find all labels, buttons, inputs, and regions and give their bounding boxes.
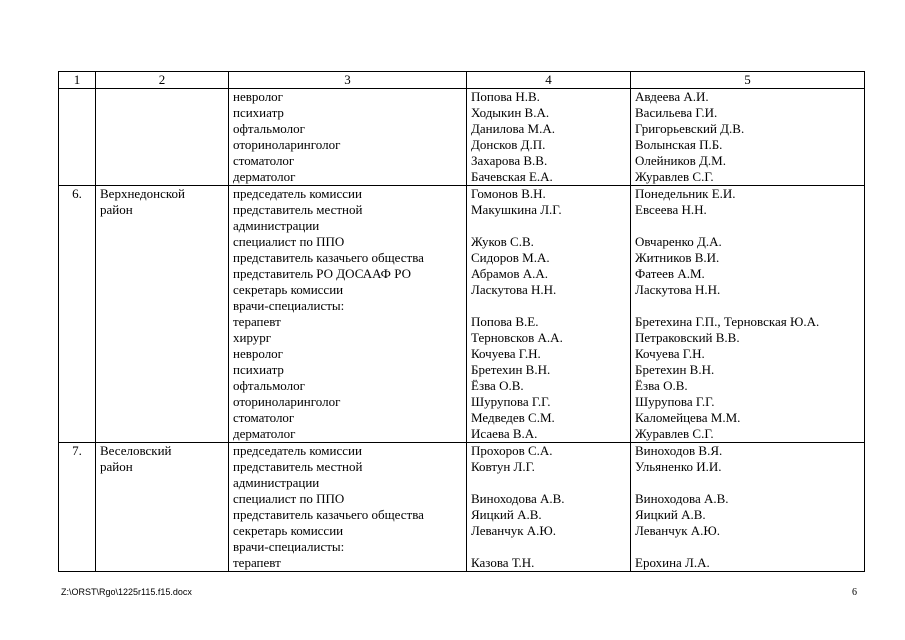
role-line: администрации	[233, 218, 320, 233]
main-member-line: Яицкий А.В.	[471, 507, 542, 522]
reserve-member-line: Петраковский В.В.	[635, 330, 740, 345]
role-cell	[229, 186, 467, 443]
main-member-line: Бретехин В.Н.	[471, 362, 551, 377]
reserve-member-line: Кочуева Г.Н.	[635, 346, 705, 361]
reserve-member-line	[635, 298, 864, 314]
role-line: офтальмолог	[233, 121, 305, 136]
reserve-member-line: Леванчук А.Ю.	[635, 523, 721, 538]
role-line: хирург	[233, 330, 272, 345]
main-member-line: Прохоров С.А.	[471, 443, 553, 458]
role-line: психиатр	[233, 362, 284, 377]
role-line: дерматолог	[233, 169, 296, 184]
role-line: секретарь комиссии	[233, 523, 344, 538]
district-cell	[96, 186, 229, 443]
table-row	[59, 89, 865, 186]
main-member-cell	[467, 186, 631, 443]
reserve-member-line: Ласкутова Н.Н.	[635, 282, 721, 297]
reserve-member-line: Евсеева Н.Н.	[635, 202, 707, 217]
main-member-line: Макушкина Л.Г.	[471, 202, 562, 217]
role-line: председатель комиссии	[233, 186, 362, 201]
reserve-member-line: Григорьевский Д.В.	[635, 121, 745, 136]
role-line: администрации	[233, 475, 320, 490]
main-member-line: Сидоров М.А.	[471, 250, 550, 265]
role-line: представитель казачьего общества	[233, 507, 424, 522]
main-member-line: Ласкутова Н.Н.	[471, 282, 557, 297]
role-line: представитель казачьего общества	[233, 250, 424, 265]
reserve-member-line: Ульяненко И.И.	[635, 459, 722, 474]
role-line: стоматолог	[233, 153, 295, 168]
main-member-line: Захарова В.В.	[471, 153, 548, 168]
role-cell	[229, 443, 467, 572]
role-line: врачи-специалисты:	[233, 298, 345, 313]
main-member-line: Данилова М.А.	[471, 121, 555, 136]
main-member-cell	[467, 443, 631, 572]
district-line: район	[100, 202, 133, 217]
reserve-member-line: Ёзва О.В.	[635, 378, 688, 393]
main-member-cell	[467, 89, 631, 186]
district-line: Веселовский	[100, 443, 172, 458]
reserve-member-line: Житников В.И.	[635, 250, 720, 265]
district-line: Верхнедонской	[100, 186, 185, 201]
main-member-line	[471, 539, 630, 555]
footer-file-path: Z:\ORST\Rgo\1225r115.f15.docx	[61, 587, 192, 597]
main-member-line: Жуков С.В.	[471, 234, 534, 249]
reserve-member-line: Журавлев С.Г.	[635, 426, 714, 441]
reserve-member-line: Виноходова А.В.	[635, 491, 729, 506]
main-member-line: Ёзва О.В.	[471, 378, 524, 393]
row-number	[59, 89, 96, 186]
reserve-member-line: Фатеев А.М.	[635, 266, 705, 281]
reserve-member-line: Каломейцева М.М.	[635, 410, 741, 425]
main-member-line: Донсков Д.П.	[471, 137, 546, 152]
main-member-line: Виноходова А.В.	[471, 491, 565, 506]
role-line: специалист по ППО	[233, 234, 345, 249]
main-member-line: Гомонов В.Н.	[471, 186, 546, 201]
main-member-line: Исаева В.А.	[471, 426, 538, 441]
commission-table	[58, 71, 865, 572]
main-member-line	[471, 218, 630, 234]
reserve-member-cell	[631, 186, 865, 443]
header-cell-5: 5	[631, 72, 865, 89]
role-line: дерматолог	[233, 426, 296, 441]
reserve-member-cell	[631, 89, 865, 186]
main-member-line: Бачевская Е.А.	[471, 169, 553, 184]
reserve-member-line: Яицкий А.В.	[635, 507, 706, 522]
reserve-member-line	[635, 218, 864, 234]
header-cell-1: 1	[59, 72, 96, 89]
role-line: представитель РО ДОСААФ РО	[233, 266, 411, 281]
main-member-line: Абрамов А.А.	[471, 266, 549, 281]
reserve-member-cell	[631, 443, 865, 572]
reserve-member-line: Виноходов В.Я.	[635, 443, 723, 458]
table-header-row	[59, 72, 865, 89]
main-member-line: Леванчук А.Ю.	[471, 523, 557, 538]
role-line: психиатр	[233, 105, 284, 120]
header-cell-4: 4	[467, 72, 631, 89]
main-member-line	[471, 298, 630, 314]
role-line: врачи-специалисты:	[233, 539, 345, 554]
role-line: оториноларинголог	[233, 394, 341, 409]
page-number: 6	[852, 587, 857, 598]
role-line: терапевт	[233, 555, 281, 570]
reserve-member-line: Бретехин В.Н.	[635, 362, 715, 377]
role-cell	[229, 89, 467, 186]
main-member-line: Терновсков А.А.	[471, 330, 563, 345]
role-line: председатель комиссии	[233, 443, 362, 458]
header-cell-2: 2	[96, 72, 229, 89]
role-line: терапевт	[233, 314, 281, 329]
main-member-line: Ходыкин В.А.	[471, 105, 550, 120]
role-line: оториноларинголог	[233, 137, 341, 152]
role-line: специалист по ППО	[233, 491, 345, 506]
reserve-member-line	[635, 539, 864, 555]
main-member-line: Медведев С.М.	[471, 410, 555, 425]
main-member-line	[471, 475, 630, 491]
table-row	[59, 443, 865, 572]
main-member-line: Попова Н.В.	[471, 89, 540, 104]
reserve-member-line: Шурупова Г.Г.	[635, 394, 715, 409]
reserve-member-line: Ерохина Л.А.	[635, 555, 710, 570]
role-line: представитель местной	[233, 202, 363, 217]
main-member-line: Шурупова Г.Г.	[471, 394, 551, 409]
district-line: район	[100, 459, 133, 474]
reserve-member-line: Журавлев С.Г.	[635, 169, 714, 184]
role-line: офтальмолог	[233, 378, 305, 393]
table-row	[59, 186, 865, 443]
row-number: 7.	[59, 443, 96, 572]
district-cell	[96, 443, 229, 572]
main-member-line: Казова Т.Н.	[471, 555, 535, 570]
reserve-member-line: Олейников Д.М.	[635, 153, 726, 168]
reserve-member-line: Овчаренко Д.А.	[635, 234, 722, 249]
main-member-line: Ковтун Л.Г.	[471, 459, 535, 474]
main-member-line: Попова В.Е.	[471, 314, 539, 329]
role-line: представитель местной	[233, 459, 363, 474]
role-line: невролог	[233, 346, 284, 361]
reserve-member-line: Понедельник Е.И.	[635, 186, 736, 201]
reserve-member-line: Бретехина Г.П., Терновская Ю.А.	[635, 314, 820, 329]
row-number: 6.	[59, 186, 96, 443]
main-member-line: Кочуева Г.Н.	[471, 346, 541, 361]
header-cell-3: 3	[229, 72, 467, 89]
reserve-member-line: Авдеева А.И.	[635, 89, 709, 104]
reserve-member-line: Васильева Г.И.	[635, 105, 718, 120]
role-line: стоматолог	[233, 410, 295, 425]
role-line: невролог	[233, 89, 284, 104]
reserve-member-line	[635, 475, 864, 491]
district-cell	[96, 89, 229, 186]
reserve-member-line: Волынская П.Б.	[635, 137, 723, 152]
role-line: секретарь комиссии	[233, 282, 344, 297]
